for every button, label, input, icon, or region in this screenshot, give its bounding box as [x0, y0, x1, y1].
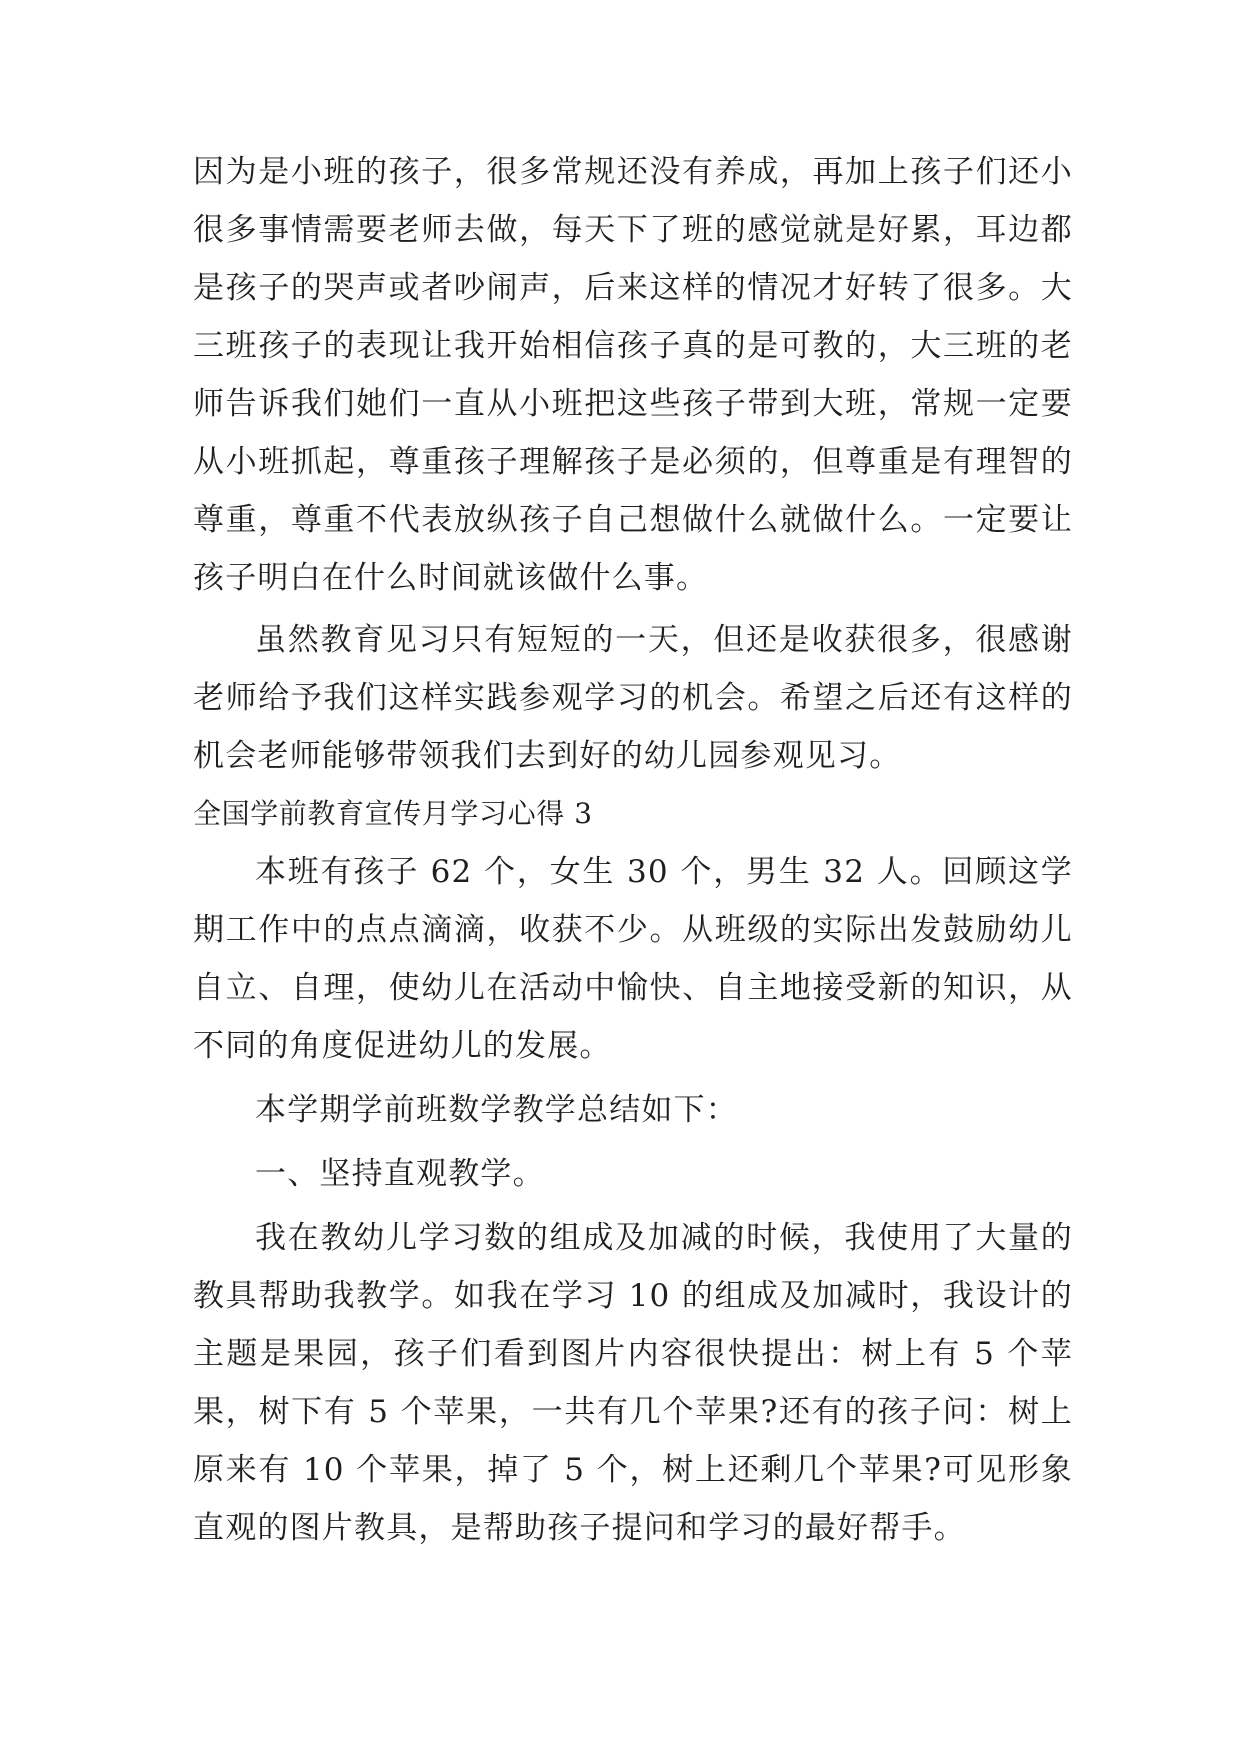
paragraph-reflection: 虽然教育见习只有短短的一天，但还是收获很多，很感谢老师给予我们这样实践参观学习的机会。希望之后还有这样的机会老师能够带领我们去到好的幼儿园参观见习。	[193, 622, 1073, 774]
paragraph-continued: 因为是小班的孩子，很多常规还没有养成，再加上孩子们还小很多事情需要老师去做，每天下了班的感觉就是好累，耳边都是孩子的哭声或者吵闹声，后来这样的情况才好转了很多。大三班孩子的表现让我开始相信孩子真的是可教的，大三班的老师告诉我们她们一直从小班把这些孩子带到大班，常规一定要从小班抓起，尊重孩子理解孩子是必须的，但尊重是有理智的尊重，尊重不代表放纵孩子自己想做什么就做什么。一定要让孩子明白在什么时间就该做什么事。	[193, 154, 1073, 596]
section-heading: 全国学前教育宣传月学习心得 3	[193, 797, 593, 830]
paragraph-class-intro: 本班有孩子 62 个，女生 30 个，男生 32 人。回顾这学期工作中的点点滴滴，收获不少。从班级的实际出发鼓励幼儿自立、自理，使幼儿在活动中愉快、自主地接受新的知识，从不同的角度促进幼儿的发展。	[193, 854, 1073, 1064]
paragraph-teaching-example: 我在教幼儿学习数的组成及加减的时候，我使用了大量的教具帮助我教学。如我在学习 10 的组成及加减时，我设计的主题是果园，孩子们看到图片内容很快提出：树上有 5 个苹果，树下有 5 个苹果，一共有几个苹果?还有的孩子问：树上原来有 10 个苹果，掉了 5 个，树上还剩几个苹果?可见形象直观的图片教具，是帮助孩子提问和学习的最好帮手。	[193, 1220, 1073, 1546]
paragraph-summary-intro: 本学期学前班数学教学总结如下：	[255, 1092, 738, 1128]
paragraph-point-one: 一、坚持直观教学。	[255, 1156, 545, 1192]
document-body	[193, 143, 1073, 1557]
